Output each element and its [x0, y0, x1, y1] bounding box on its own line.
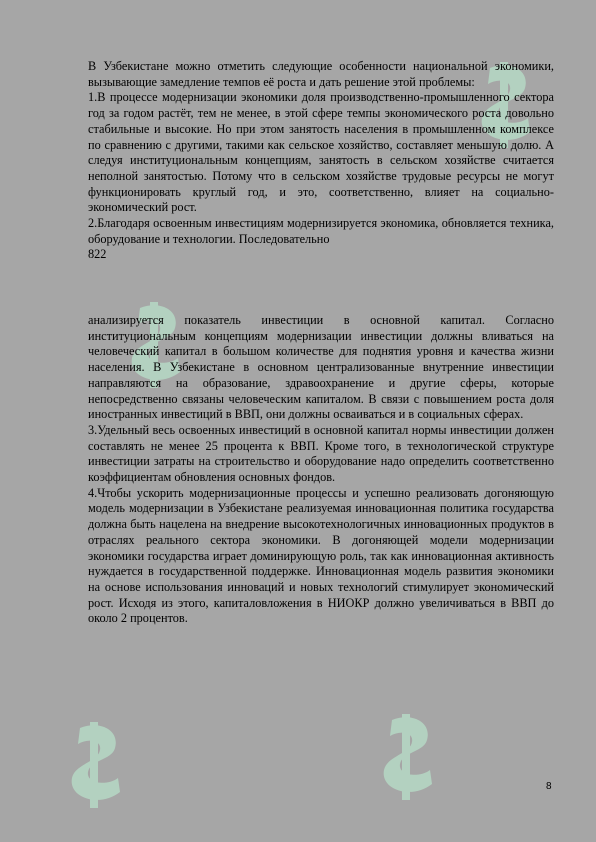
point-2-paragraph: 2.Благодаря освоенным инвестициям модернизируется экономика, обновляется техника, оборудование и технологии. Последовательно: [88, 216, 554, 246]
point-3-paragraph: 3.Удельный весь освоенных инвестиций в основной капитал нормы инвестиции должен составлять не менее 25 процента к ВВП. Кроме того, в технологической структуре инвестиции затраты на строительство и оборудование надо определить соответственно коэффициентам обновления основных фондов.: [88, 422, 554, 485]
page-number: 8: [546, 781, 552, 792]
inline-page-reference: 822: [88, 247, 107, 262]
point-4-paragraph: 4.Чтобы ускорить модернизационные процессы и успешно реализовать догоняющую модель модернизации в Узбекистане реализуемая инновационная политика государства должна быть нацелена на внедрение высокотехнологичных инновационных продуктов в отраслях реального сектора экономики. В догоняющей модели модернизации экономики государства играет доминирующую роль, так как инновационная активность нуждается в государственной поддержке. Инновационная модель развития экономики на основе использования инноваций и новых технологий стимулирует экономический рост. Исходя из этого, капиталовложения в НИОКР должно увеличиваться в ВВП до около 2 процентов.: [88, 485, 554, 626]
point-1-paragraph: 1.В процессе модернизации экономики доля производственно-промышленного сектора год за годом растёт, тем не менее, в этой сфере темпы экономического роста довольно стабильные и высокие. Но при этом занятость населения в промышленном комплексе по сравнению с другими, такими как сельское хозяйство, составляет меньшую долю. А следуя институциональным концепциям, занятость в сельском хозяйстве считается неполной занятостью. Потому что в сельском хозяйстве трудовые ресурсы не могут функционировать круглый год, и это, соответственно, влияет на социально-экономический рост.: [88, 90, 554, 215]
point-2-continuation-paragraph: анализируется показатель инвестиции в основной капитал. Согласно институциональным концепциям модернизации инвестиции должны вливаться на человеческий капитал в большом количестве для поднятия уровня и качества жизни населения. В Узбекистане в основном централизованные внутренние инвестиции направляются на образование, здравоохранение и другие сферы, которые непосредственно связаны человеческим капиталом. В связи с повышением роста доля иностранных инвестиций в ВВП, они должны осваиваться и в социальных сферах.: [88, 313, 554, 422]
text-block-top: [88, 59, 554, 263]
text-block-bottom: [88, 313, 554, 627]
intro-paragraph: В Узбекистане можно отметить следующие особенности национальной экономики, вызывающие замедление темпов её роста и дать решение этой проблемы:: [88, 59, 554, 89]
watermark-logo-icon: [372, 712, 442, 802]
watermark-logo-icon: [60, 720, 130, 810]
